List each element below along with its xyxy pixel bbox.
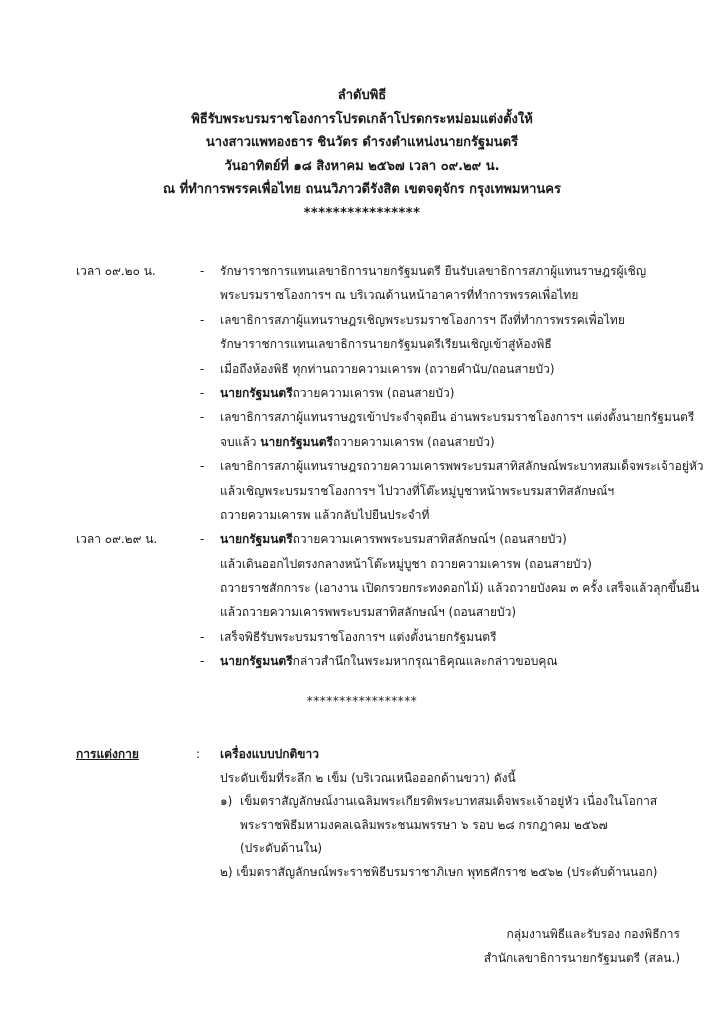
schedule-divider: ***************** [306,694,418,708]
pin-item-text: เข็มตราสัญลักษณ์งานเฉลิมพระเกียรติพระบาทสมเด็จพระเจ้าอยู่หัว เนื่องในโอกาส [240,794,658,808]
dress-row [0,861,724,885]
bullet-dash: - [200,532,205,547]
pin-item-text: ๒) เข็มตราสัญลักษณ์พระราชพิธีบรมราชาภิเษก พุทธศักราช ๒๕๖๒ (ประดับด้านนอก) [220,864,658,879]
schedule-section [0,259,724,674]
dress-row [0,837,724,861]
pin-item-text: พระราชพิธีมหามงคลเฉลิมพระชนมพรรษา ๖ รอบ ๒๘ กรกฎาคม ๒๕๖๗ [240,817,608,832]
prime-minister-label: นายกรัฐมนตรี [220,532,293,547]
schedule-row [0,479,724,503]
schedule-text: ถวายความเคารพ แล้วกลับไปยืนประจำที่ [220,507,430,522]
time-label: เวลา ๐๙.๒๐ น. [76,264,156,278]
schedule-row [0,454,724,478]
schedule-row [0,649,724,673]
dress-row [0,743,724,767]
schedule-row [0,430,724,454]
schedule-row [0,405,724,429]
schedule-text: แล้วเชิญพระบรมราชโองการฯ ไปวางที่โต๊ะหมู่บูชาหน้าพระบรมสาทิสลักษณ์ฯ [220,483,615,498]
bullet-dash: - [200,654,205,669]
schedule-row [0,283,724,307]
dress-code-section [0,743,724,884]
schedule-row [0,552,724,576]
schedule-text: แล้วเดินออกไปตรงกลางหน้าโต๊ะหมู่บูชา ถวายความเคารพ (ถอนสายบัว) [220,556,592,571]
schedule-text-rest: ถวายความเคารพพระบรมสาทิสลักษณ์ฯ (ถอนสายบัว) [292,532,567,547]
bullet-dash: - [200,410,205,425]
ceremony-location: ณ ที่ทำการพรรคเพื่อไทย ถนนวิภาวดีรังสิต เขตจตุจักร กรุงเทพมหานคร [163,182,561,198]
schedule-row [0,259,724,283]
schedule-text: ถวายราชสักการะ (เอางาน เปิดกรวยกระทงดอกไม้) แล้วถวายบังคม ๓ ครั้ง เสร็จแล้วลุกขึ้นยืน [220,581,700,596]
prime-minister-label: นายกรัฐมนตรี [220,385,293,400]
bullet-dash: - [200,385,205,400]
colon-separator: : [196,747,201,761]
ceremony-name: พิธีรับพระบรมราชโองการโปรดเกล้าโปรดกระหม่อมแต่งตั้งให้ [191,111,533,127]
schedule-text: แล้วถวายความเคารพพระบรมสาทิสลักษณ์ฯ (ถอนสายบัว) [220,605,517,620]
schedule-text [220,430,495,454]
schedule-row [0,503,724,527]
prime-minister-label: นายกรัฐมนตรี [220,654,293,669]
item-number: ๑) [220,794,233,808]
schedule-row [0,332,724,356]
schedule-text: รักษาราชการแทนเลขาธิการนายกรัฐมนตรีเรียนเชิญเข้าสู่ห้องพิธี [220,337,552,352]
schedule-text: เมื่อถึงห้องพิธี ทุกท่านถวายความเคารพ (ถวายคำนับ/ถอนสายบัว) [220,361,555,376]
appointee-line: นางสาวแพทองธาร ชินวัตร ดำรงตำแหน่งนายกรัฐมนตรี [205,135,519,151]
issuer-office: สำนักเลขาธิการนายกรัฐมนตรี (สลน.) [483,951,680,965]
schedule-text: เลขาธิการสภาผู้แทนราษฎรเข้าประจำจุดยืน อ่านพระบรมราชโองการฯ แต่งตั้งนายกรัฐมนตรี [220,410,695,425]
schedule-text: รักษาราชการแทนเลขาธิการนายกรัฐมนตรี ยืนรับเลขาธิการสภาผู้แทนราษฎรผู้เชิญ [220,264,647,278]
schedule-text-rest: ถวายความเคารพ (ถอนสายบัว) [332,434,495,449]
ceremony-date: วันอาทิตย์ที่ ๑๘ สิงหาคม ๒๕๖๗ เวลา ๐๙.๒๙ น. [224,158,500,174]
dress-row [0,814,724,838]
schedule-text-rest: ถวายความเคารพ (ถอนสายบัว) [292,385,455,400]
attire-type: เครื่องแบบปกติขาว [220,747,319,761]
schedule-text [220,527,567,551]
schedule-row [0,625,724,649]
dress-row [0,767,724,791]
pin-item-text: (ประดับด้านใน) [240,841,323,855]
time-label: เวลา ๐๙.๒๙ น. [76,532,158,547]
bullet-dash: - [200,361,205,376]
schedule-row [0,357,724,381]
schedule-text [220,649,558,673]
ceremony-header [0,84,724,226]
dress-code-label: การแต่งกาย [76,747,139,761]
document-title: ลำดับพิธี [337,88,387,103]
schedule-text-pre: จบแล้ว [220,434,261,449]
bullet-dash: - [200,264,205,278]
issuer-block [280,922,680,970]
dress-intro: ประดับเข็มที่ระลึก ๒ เข็ม (บริเวณเหนือออกด้านขวา) ดังนี้ [220,770,516,785]
schedule-text: เสร็จพิธีรับพระบรมราชโองการฯ แต่งตั้งนายกรัฐมนตรี [220,629,497,644]
schedule-text: เลขาธิการสภาผู้แทนราษฎรถวายความเคารพพระบรมสาทิสลักษณ์พระบาทสมเด็จพระเจ้าอยู่หัว [220,459,704,474]
schedule-text: พระบรมราชโองการฯ ณ บริเวณด้านหน้าอาคารที่ทำการพรรคเพื่อไทย [220,288,579,303]
bullet-dash: - [200,459,205,474]
schedule-row [0,381,724,405]
schedule-text [220,381,454,405]
bullet-dash: - [200,312,205,327]
schedule-row [0,308,724,332]
dress-row [0,790,724,814]
prime-minister-label: นายกรัฐมนตรี [260,434,333,449]
schedule-row [0,527,724,551]
schedule-text: เลขาธิการสภาผู้แทนราษฎรเชิญพระบรมราชโองการฯ ถึงที่ทำการพรรคเพื่อไทย [220,312,625,327]
bullet-dash: - [200,629,205,644]
schedule-text-rest: กล่าวสำนึกในพระมหากรุณาธิคุณและกล่าวขอบคุณ [292,654,558,669]
schedule-row [0,576,724,600]
issuer-division: กลุ่มงานพิธีและรับรอง กองพิธีการ [506,927,680,941]
schedule-row [0,600,724,624]
header-divider: **************** [303,205,421,221]
